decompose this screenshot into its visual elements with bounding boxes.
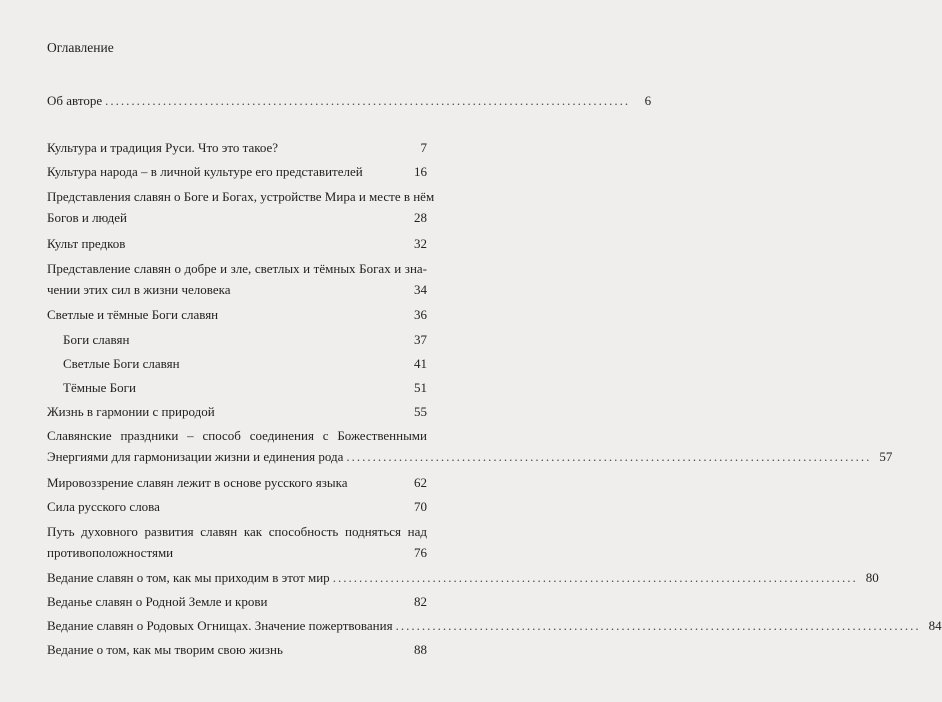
toc-entry-page: 62 — [414, 475, 427, 490]
toc-entry-page: 76 — [414, 545, 427, 560]
toc-entry-title: Представления славян о Боге и Богах, устройстве Мира и месте в нём — [47, 189, 435, 204]
toc-entry-title: Светлые и тёмные Боги славян — [47, 307, 219, 322]
toc-entry-title: Энергиями для гармонизации жизни и единения рода — [47, 449, 344, 464]
toc-entry-page: 32 — [414, 236, 427, 251]
toc-entry: Ведание славян о том, как мы приходим в этот мир .................................................................................................... 80 — [47, 570, 879, 585]
toc-entry-title: Культура народа – в личной культуре его представителей — [47, 164, 363, 179]
toc-entry-title: Боги славян — [63, 332, 130, 347]
toc-entry-page: 55 — [414, 404, 427, 419]
toc-entry — [47, 473, 427, 492]
toc-entry — [47, 497, 427, 516]
toc-entry-title: Светлые Боги славян — [63, 356, 180, 371]
toc-entry-page: 41 — [414, 356, 427, 371]
toc-entry-title: Ведание славян о Родовых Огнищах. Значение пожертвования — [47, 618, 393, 633]
toc-entry — [47, 592, 427, 611]
toc-entry-title: Ведание славян о том, как мы приходим в этот мир — [47, 570, 330, 585]
toc-entry-title: Сила русского слова — [47, 499, 160, 514]
toc-entry — [47, 234, 427, 253]
toc-entry — [47, 640, 427, 659]
toc-subentry — [63, 378, 427, 397]
toc-entry-page: 16 — [414, 164, 427, 179]
toc-subentry — [63, 330, 427, 349]
toc-entry-page: 82 — [414, 594, 427, 609]
toc-entry-title: Представление славян о добре и зле, светлых и тёмных Богах и зна- — [47, 261, 427, 276]
toc-entry-page: 6 — [644, 93, 652, 108]
toc-entry-title: Культура и традиция Руси. Что это такое? — [47, 140, 279, 155]
toc-entry: Ведание славян о Родовых Огнищах. Значение пожертвования .................................................................................................... 84 — [47, 618, 942, 633]
toc-entry-title: противоположностями — [47, 545, 174, 560]
toc-entry-title: Мировоззрение славян лежит в основе русского языка — [47, 475, 348, 490]
toc-entry-page: 51 — [414, 380, 427, 395]
toc-entry-page: 36 — [414, 307, 427, 322]
toc-entry-title: Культ предков — [47, 236, 126, 251]
toc-entry-title: Богов и людей — [47, 210, 127, 225]
toc-entry — [47, 305, 427, 324]
toc-entry-page: 34 — [414, 282, 427, 297]
toc-entry-page: 70 — [414, 499, 427, 514]
toc-entry-title: Об авторе — [47, 93, 103, 108]
toc-entry-title: Славянские праздники – способ соединения с Божественными — [47, 428, 427, 443]
toc-entry-title: Жизнь в гармонии с природой — [47, 404, 215, 419]
toc-entry — [47, 138, 427, 157]
toc-entry-page: 57 — [879, 449, 893, 464]
toc-entry-title: Путь духовного развития славян как способность подняться над — [47, 524, 427, 539]
toc-entry — [47, 259, 427, 299]
toc-entry-page: 80 — [865, 570, 879, 585]
toc-entry-page: 84 — [928, 618, 942, 633]
toc-title: Оглавление — [47, 40, 114, 55]
toc-entry-title: чении этих сил в жизни человека — [47, 282, 231, 297]
toc-entry-page: 28 — [414, 210, 427, 225]
toc-entry-page: 88 — [414, 642, 427, 657]
toc-entry: Славянские праздники – способ соединения с Божественными Энергиями для гармонизации жизни и единения рода .................................................................................................... 57 — [47, 428, 893, 464]
toc-entry — [47, 187, 435, 227]
toc-subentry — [63, 354, 427, 373]
toc-entry-title: Тёмные Боги — [63, 380, 136, 395]
toc-entry — [47, 162, 427, 181]
toc-entry — [47, 522, 427, 562]
toc-entry-title: Веданье славян о Родной Земле и крови — [47, 594, 268, 609]
toc-entry — [47, 402, 427, 421]
toc-entry: Об авторе .................................................................................................... 6 — [47, 93, 652, 108]
toc-entry-page: 7 — [420, 140, 427, 155]
toc-entry-title: Ведание о том, как мы творим свою жизнь — [47, 642, 283, 657]
toc-entry-page: 37 — [414, 332, 427, 347]
